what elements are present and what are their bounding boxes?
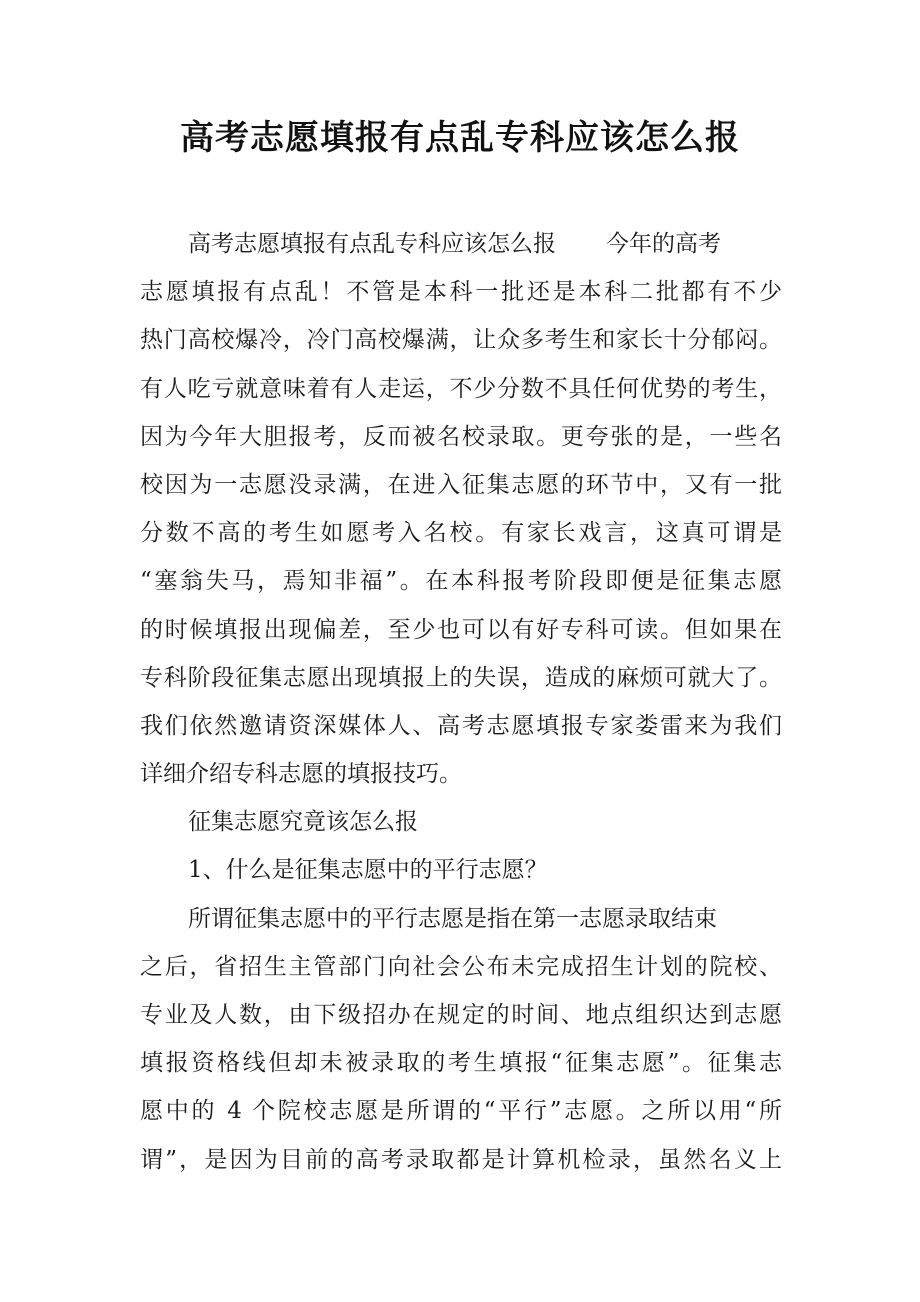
paragraph-line: 专业及人数，由下级招办在规定的时间、地点组织达到志愿 <box>140 1002 782 1028</box>
paragraph-line: 愿中的 4 个院校志愿是所谓的“平行”志愿。之所以用“所 <box>140 1098 782 1125</box>
paragraph-line: 谓”，是因为目前的高考录取都是计算机检录，虽然名义上 <box>140 1146 782 1173</box>
paragraph-line: 详细介绍专科志愿的填报技巧。 <box>140 761 462 788</box>
paragraph-line: 志愿填报有点乱！不管是本科一批还是本科二批都有不少 <box>140 279 782 306</box>
paragraph-line: 专科阶段征集志愿出现填报上的失误，造成的麻烦可就大了。 <box>140 664 782 691</box>
paragraph-line: 分数不高的考生如愿考入名校。有家长戏言，这真可谓是 <box>140 520 782 547</box>
paragraph-line: 我们依然邀请资深媒体人、高考志愿填报专家娄雷来为我们 <box>140 712 782 739</box>
document-body <box>140 220 782 1184</box>
paragraph-line: 所谓征集志愿中的平行志愿是指在第一志愿录取结束 <box>188 905 717 932</box>
intro-sentence-start: 今年的高考 <box>606 231 721 257</box>
paragraph-line: 的时候填报出现偏差，至少也可以有好专科可读。但如果在 <box>140 616 782 643</box>
paragraph-line: 热门高校爆冷，冷门高校爆满，让众多考生和家长十分郁闷。 <box>140 327 782 354</box>
paragraph-line: 之后，省招生主管部门向社会公布未完成招生计划的院校、 <box>140 953 782 980</box>
paragraph-line <box>140 220 782 268</box>
document-title: 高考志愿填报有点乱专科应该怎么报 <box>180 118 740 158</box>
paragraph-line: “塞翁失马，焉知非福”。在本科报考阶段即便是征集志愿 <box>140 568 782 595</box>
question-heading: 1、什么是征集志愿中的平行志愿？ <box>188 857 548 884</box>
paragraph-line: 校因为一志愿没录满，在进入征集志愿的环节中，又有一批 <box>140 471 782 498</box>
paragraph-line: 有人吃亏就意味着有人走运，不少分数不具任何优势的考生， <box>140 375 782 402</box>
paragraph-line: 填报资格线但却未被录取的考生填报“征集志愿”。征集志 <box>140 1050 782 1077</box>
section-heading: 征集志愿究竟该怎么报 <box>188 809 418 836</box>
intro-title-repeat: 高考志愿填报有点乱专科应该怎么报 <box>188 231 556 257</box>
paragraph-line: 因为今年大胆报考，反而被名校录取。更夸张的是，一些名 <box>140 423 782 450</box>
